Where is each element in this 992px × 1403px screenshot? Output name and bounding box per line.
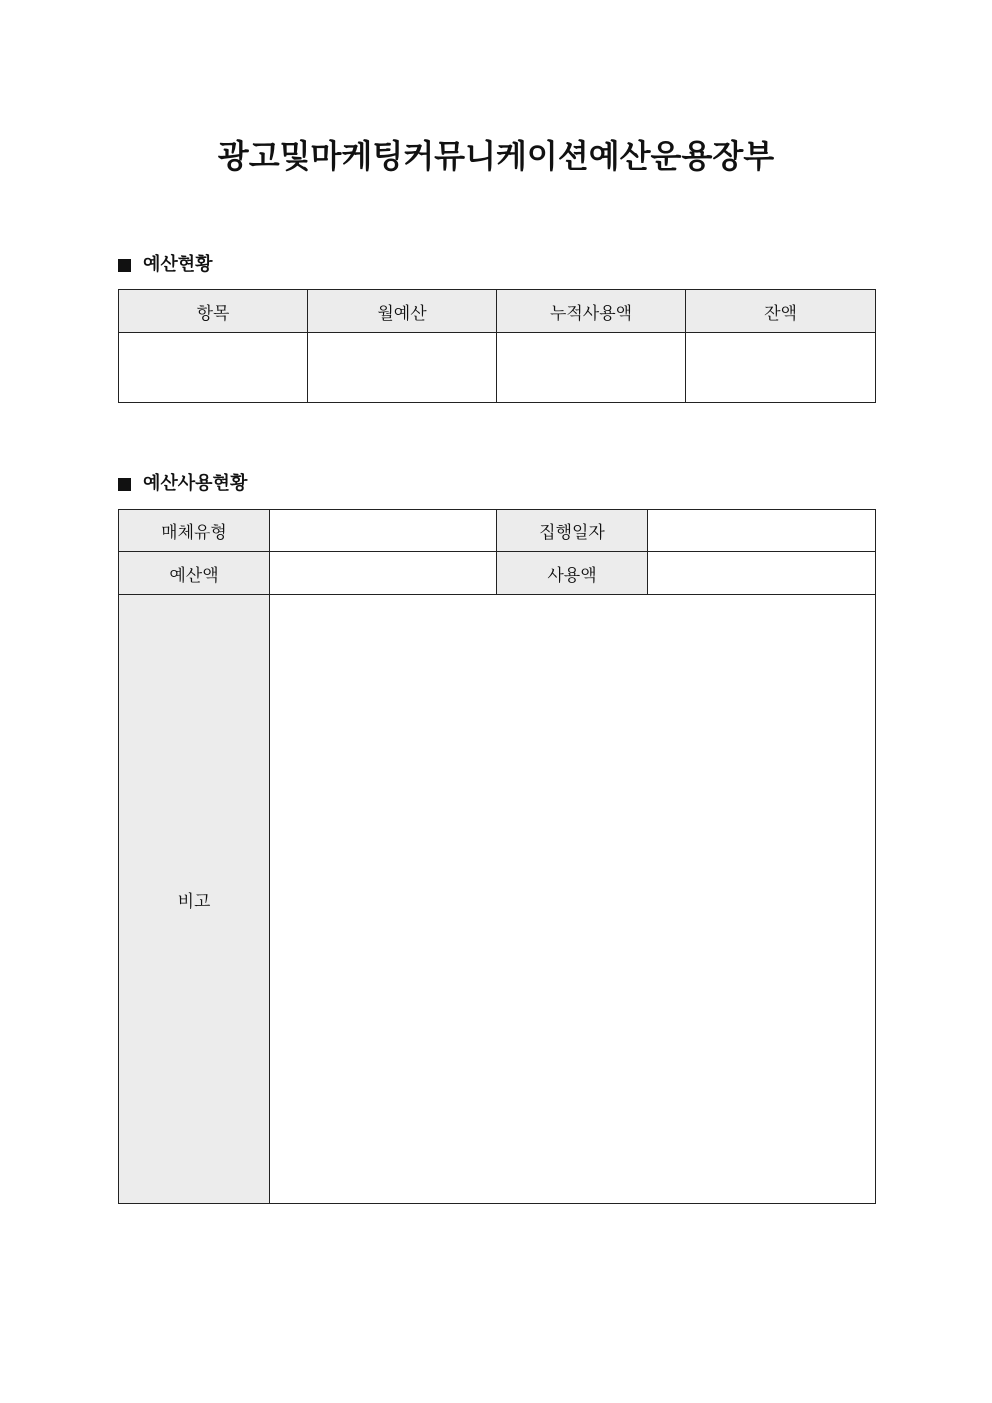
table-row	[119, 510, 876, 552]
budget-amount-label: 예산액	[119, 552, 270, 595]
exec-date-label: 집행일자	[497, 510, 648, 552]
header-balance: 잔액	[686, 290, 876, 333]
remarks-field[interactable]	[270, 595, 876, 1204]
media-type-field[interactable]	[270, 510, 497, 552]
page-title: 광고및마케팅커뮤니케이션예산운용장부	[217, 137, 775, 175]
budget-status-table	[118, 289, 876, 403]
table-row	[119, 552, 876, 595]
table-row	[119, 595, 876, 1204]
section-heading-label: 예산사용현황	[143, 473, 248, 494]
exec-date-field[interactable]	[648, 510, 876, 552]
square-bullet-icon	[118, 259, 131, 272]
used-amount-label: 사용액	[497, 552, 648, 595]
media-type-label: 매체유형	[119, 510, 270, 552]
budget-amount-field[interactable]	[270, 552, 497, 595]
section-heading-label: 예산현황	[143, 254, 213, 275]
header-monthly-budget: 월예산	[308, 290, 497, 333]
square-bullet-icon	[118, 478, 131, 491]
remarks-label: 비고	[119, 595, 270, 1204]
cell-item[interactable]	[119, 333, 308, 403]
table-header-row	[119, 290, 876, 333]
section-heading-budget-status	[118, 253, 213, 277]
header-cumulative-used: 누적사용액	[497, 290, 686, 333]
budget-usage-table	[118, 509, 876, 1204]
used-amount-field[interactable]	[648, 552, 876, 595]
section-heading-budget-usage	[118, 472, 247, 496]
header-item: 항목	[119, 290, 308, 333]
table-row	[119, 333, 876, 403]
cell-balance[interactable]	[686, 333, 876, 403]
cell-monthly-budget[interactable]	[308, 333, 497, 403]
cell-cumulative-used[interactable]	[497, 333, 686, 403]
